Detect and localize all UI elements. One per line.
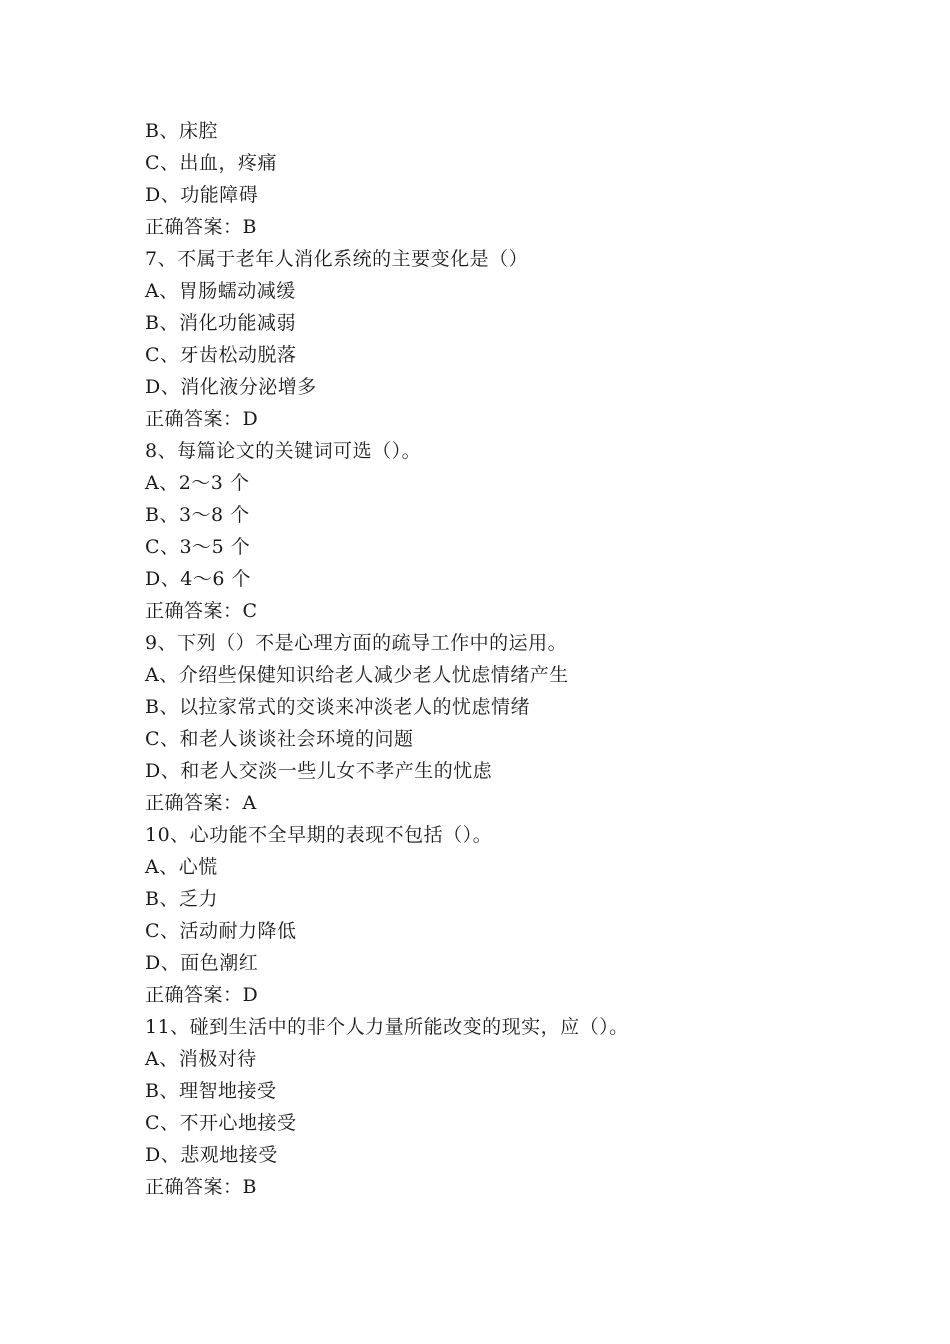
- question-11: 11、碰到生活中的非个人力量所能改变的现实，应（）。: [145, 1016, 629, 1038]
- option-b-q8: B、3～8 个: [145, 504, 250, 526]
- question-8: 8、每篇论文的关键词可选（）。: [145, 440, 422, 462]
- option-b-q6: B、床腔: [145, 120, 218, 142]
- option-d-q6: D、功能障碍: [145, 184, 259, 206]
- option-c-q10: C、活动耐力降低: [145, 920, 297, 942]
- answer-q8: 正确答案：C: [145, 600, 258, 622]
- option-b-q9: B、以拉家常式的交谈来冲淡老人的忧虑情绪: [145, 696, 530, 718]
- option-c-q6: C、出血，疼痛: [145, 152, 278, 174]
- option-d-q8: D、4～6 个: [145, 568, 251, 590]
- option-c-q9: C、和老人谈谈社会环境的问题: [145, 728, 414, 750]
- option-d-q7: D、消化液分泌增多: [145, 376, 317, 398]
- answer-q7: 正确答案：D: [145, 408, 259, 430]
- option-b-q10: B、乏力: [145, 888, 218, 910]
- answer-q9: 正确答案：A: [145, 792, 257, 814]
- option-a-q8: A、2～3 个: [145, 472, 250, 494]
- option-d-q9: D、和老人交淡一些儿女不孝产生的忧虑: [145, 760, 493, 782]
- option-b-q11: B、理智地接受: [145, 1080, 277, 1102]
- option-a-q11: A、消极对待: [145, 1048, 257, 1070]
- answer-q11: 正确答案：B: [145, 1176, 257, 1198]
- answer-q6: 正确答案：B: [145, 216, 257, 238]
- option-d-q11: D、悲观地接受: [145, 1144, 278, 1166]
- answer-q10: 正确答案：D: [145, 984, 259, 1006]
- question-9: 9、下列（）不是心理方面的疏导工作中的运用。: [145, 632, 568, 654]
- option-b-q7: B、消化功能减弱: [145, 312, 296, 334]
- option-a-q10: A、心慌: [145, 856, 218, 878]
- option-d-q10: D、面色潮红: [145, 952, 259, 974]
- option-c-q11: C、不开心地接受: [145, 1112, 297, 1134]
- option-c-q8: C、3～5 个: [145, 536, 251, 558]
- option-a-q7: A、胃肠蠕动减缓: [145, 280, 296, 302]
- option-a-q9: A、介绍些保健知识给老人减少老人忧虑情绪产生: [145, 664, 569, 686]
- question-10: 10、心功能不全早期的表现不包括（）。: [145, 824, 493, 846]
- option-c-q7: C、牙齿松动脱落: [145, 344, 297, 366]
- question-7: 7、不属于老年人消化系统的主要变化是（）: [145, 248, 529, 270]
- document-body: [145, 115, 905, 1203]
